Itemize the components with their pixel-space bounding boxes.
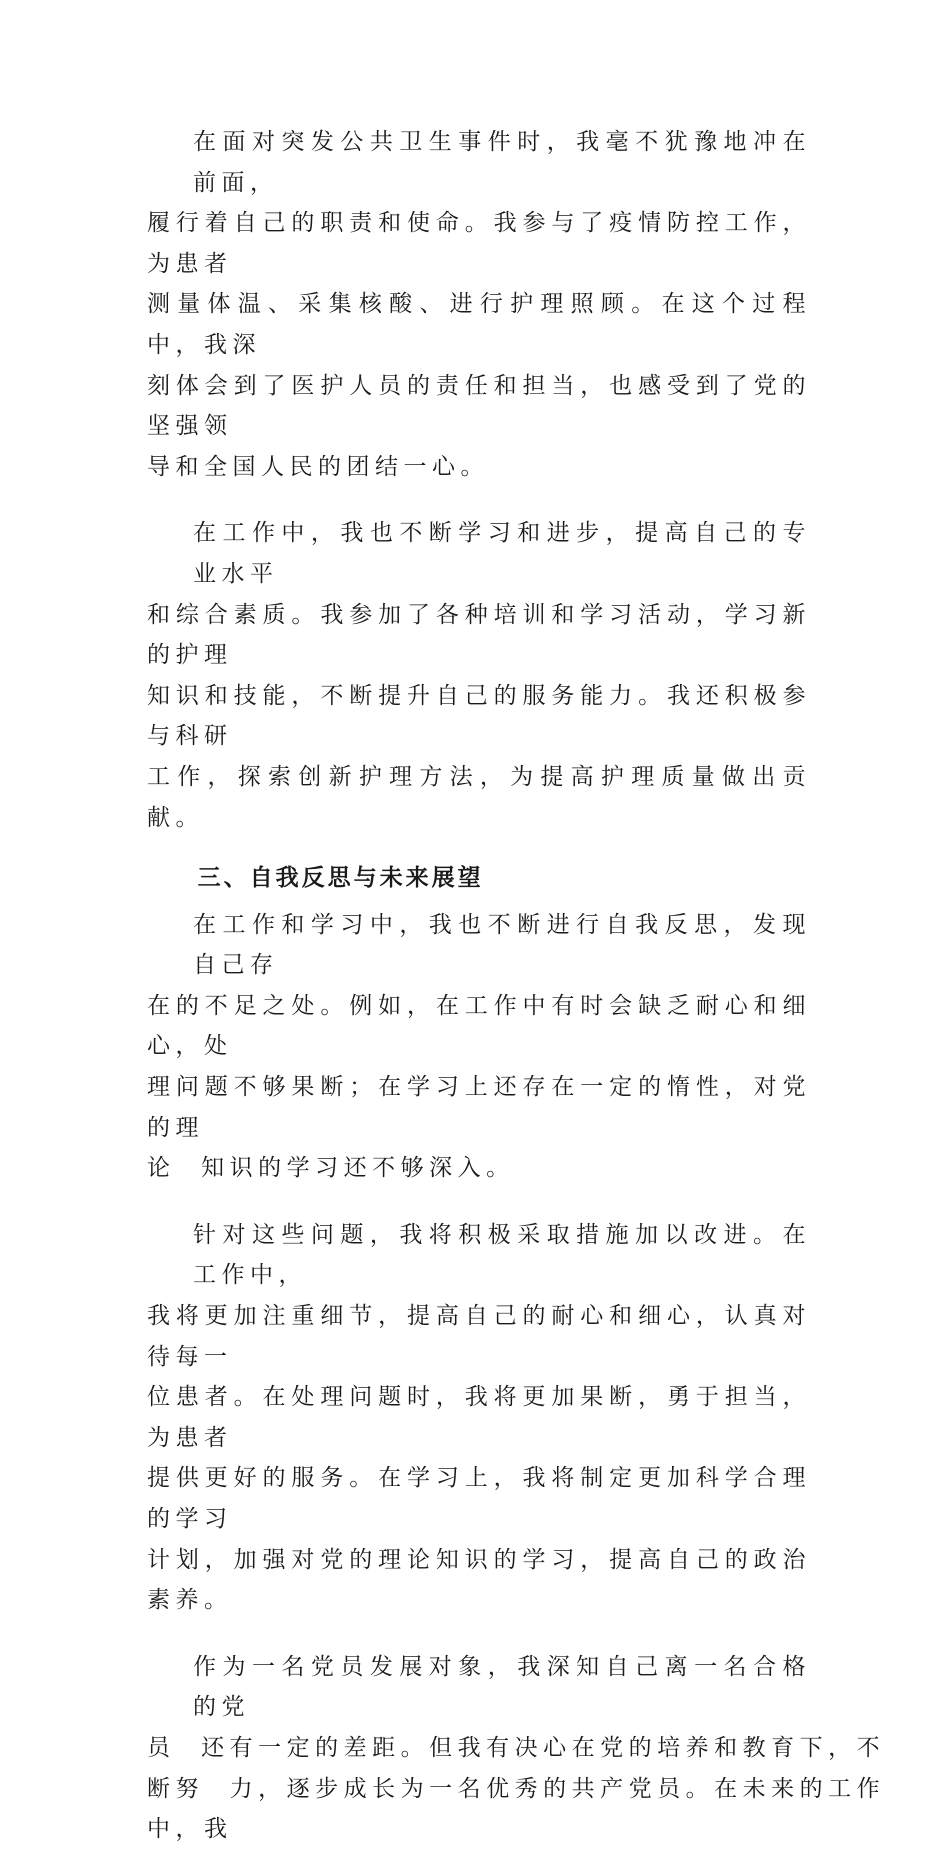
text-line: 在面对突发公共卫生事件时，我毫不犹豫地冲在前面， [193,129,811,196]
text-line: 导和全国人民的团结一心。 [147,453,489,480]
text-line: 提供更好的服务。在学习上，我将制定更加科学合理的学习 [147,1465,811,1532]
text-line: 员 还有一定的差距。但我有决心在党的培养和教育下，不 [147,1734,886,1761]
text-line: 履行着自己的职责和使命。我参与了疫情防控工作，为患者 [147,210,811,277]
paragraph-2 [147,513,811,838]
text-line: 中，我 [147,1816,233,1843]
text-line: 计划，加强对党的理论知识的学习，提高自己的政治素养。 [147,1546,811,1614]
text-line: 在工作中，我也不断学习和进步，提高自己的专业水平 [193,520,811,587]
paragraph-3 [147,905,811,1189]
text-line: 断努 力，逐步成长为一名优秀的共产党员。在未来的工作 [147,1775,886,1802]
text-line: 在的不足之处。例如，在工作中有时会缺乏耐心和细心，处 [147,992,811,1060]
text-line: 位患者。在处理问题时，我将更加果断，勇于担当，为患者 [147,1384,811,1451]
document-page [147,122,886,1850]
text-line: 针对这些问题，我将积极采取措施加以改进。在工作中， [193,1221,811,1289]
text-line: 我将更加注重细节，提高自己的耐心和细心，认真对待每一 [147,1303,811,1370]
text-line: 工作，探索创新护理方法，为提高护理质量做出贡献。 [147,763,811,831]
text-line: 和综合素质。我参加了各种培训和学习活动，学习新的护理 [147,601,811,669]
section-heading: 三、自我反思与未来展望 [197,864,484,892]
paragraph-5 [147,1647,886,1850]
text-line: 刻体会到了医护人员的责任和担当，也感受到了党的坚强领 [147,372,811,440]
text-line: 理问题不够果断；在学习上还存在一定的惰性，对党的理 [147,1074,811,1141]
text-line: 作为一名党员发展对象，我深知自己离一名合格的党 [193,1653,811,1721]
text-line: 知识和技能，不断提升自己的服务能力。我还积极参与科研 [147,682,811,750]
paragraph-4 [147,1215,811,1621]
text-line: 论 知识的学习还不够深入。 [147,1155,515,1182]
text-line: 测量体温、采集核酸、进行护理照顾。在这个过程中，我深 [147,291,811,358]
text-line: 在工作和学习中，我也不断进行自我反思，发现自己存 [193,911,811,979]
paragraph-1 [147,122,811,487]
